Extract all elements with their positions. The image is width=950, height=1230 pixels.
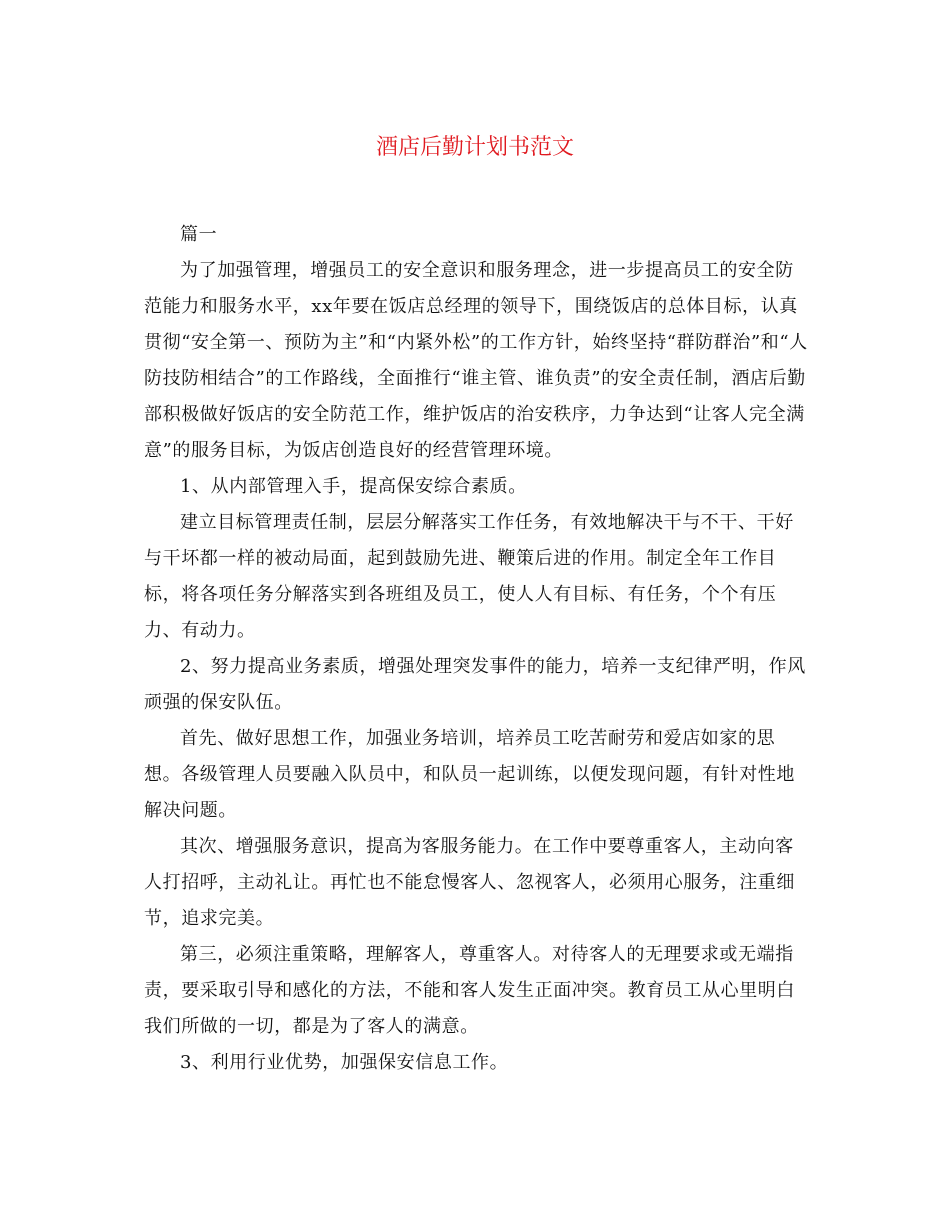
text-line: 力、有动力。 — [144, 620, 256, 641]
text-line: 责，要采取引导和感化的方法，不能和客人发生正面冲突。教育员工从心里明白 — [144, 980, 795, 1001]
text-line: 想。各级管理人员要融入队员中，和队员一起训练，以便发现问题，有针对性地 — [144, 764, 795, 785]
document-title: 酒店后勤计划书范文 — [375, 135, 574, 160]
text-line: 解决问题。 — [144, 800, 237, 821]
text-line: 与干坏都一样的被动局面，起到鼓励先进、鞭策后进的作用。制定全年工作目 — [144, 548, 777, 569]
text-line: 部积极做好饭店的安全防范工作，维护饭店的治安秩序，力争达到“让客人完全满 — [144, 404, 805, 425]
text-line: 3、利用行业优势，加强保安信息工作。 — [180, 1052, 509, 1073]
text-line: 为了加强管理，增强员工的安全意识和服务理念，进一步提高员工的安全防 — [180, 260, 794, 281]
text-line: 1、从内部管理入手，提高保安综合素质。 — [180, 476, 527, 497]
text-line: 节，追求完美。 — [144, 908, 275, 929]
document-body — [144, 217, 809, 1081]
text-line: 意”的服务目标，为饭店创造良好的经营管理环境。 — [144, 440, 563, 461]
text-line: 贯彻“安全第一、预防为主”和“内紧外松”的工作方针，始终坚持“群防群治”和“人 — [144, 332, 808, 353]
text-line: 防技防相结合”的工作路线，全面推行“谁主管、谁负责”的安全责任制，酒店后勤 — [144, 368, 806, 389]
text-line: 范能力和服务水平，xx年要在饭店总经理的领导下，围绕饭店的总体目标，认真 — [144, 296, 798, 317]
text-line: 人打招呼，主动礼让。再忙也不能怠慢客人、忽视客人，必须用心服务，注重细 — [144, 872, 795, 893]
text-line: 篇一 — [180, 224, 218, 245]
text-line: 首先、做好思想工作，加强业务培训，培养员工吃苦耐劳和爱店如家的思 — [180, 728, 776, 749]
text-line: 顽强的保安队伍。 — [144, 692, 293, 713]
text-line: 第三，必须注重策略，理解客人，尊重客人。对待客人的无理要求或无端指 — [180, 944, 794, 965]
text-line: 标，将各项任务分解落实到各班组及员工，使人人有目标、有任务，个个有压 — [144, 584, 777, 605]
text-line: 我们所做的一切，都是为了客人的满意。 — [144, 1016, 479, 1037]
text-line: 其次、增强服务意识，提高为客服务能力。在工作中要尊重客人，主动向客 — [180, 836, 794, 857]
text-line: 建立目标管理责任制，层层分解落实工作任务，有效地解决干与不干、干好 — [180, 512, 794, 533]
text-line: 2、努力提高业务素质，增强处理突发事件的能力，培养一支纪律严明，作风 — [180, 656, 806, 677]
